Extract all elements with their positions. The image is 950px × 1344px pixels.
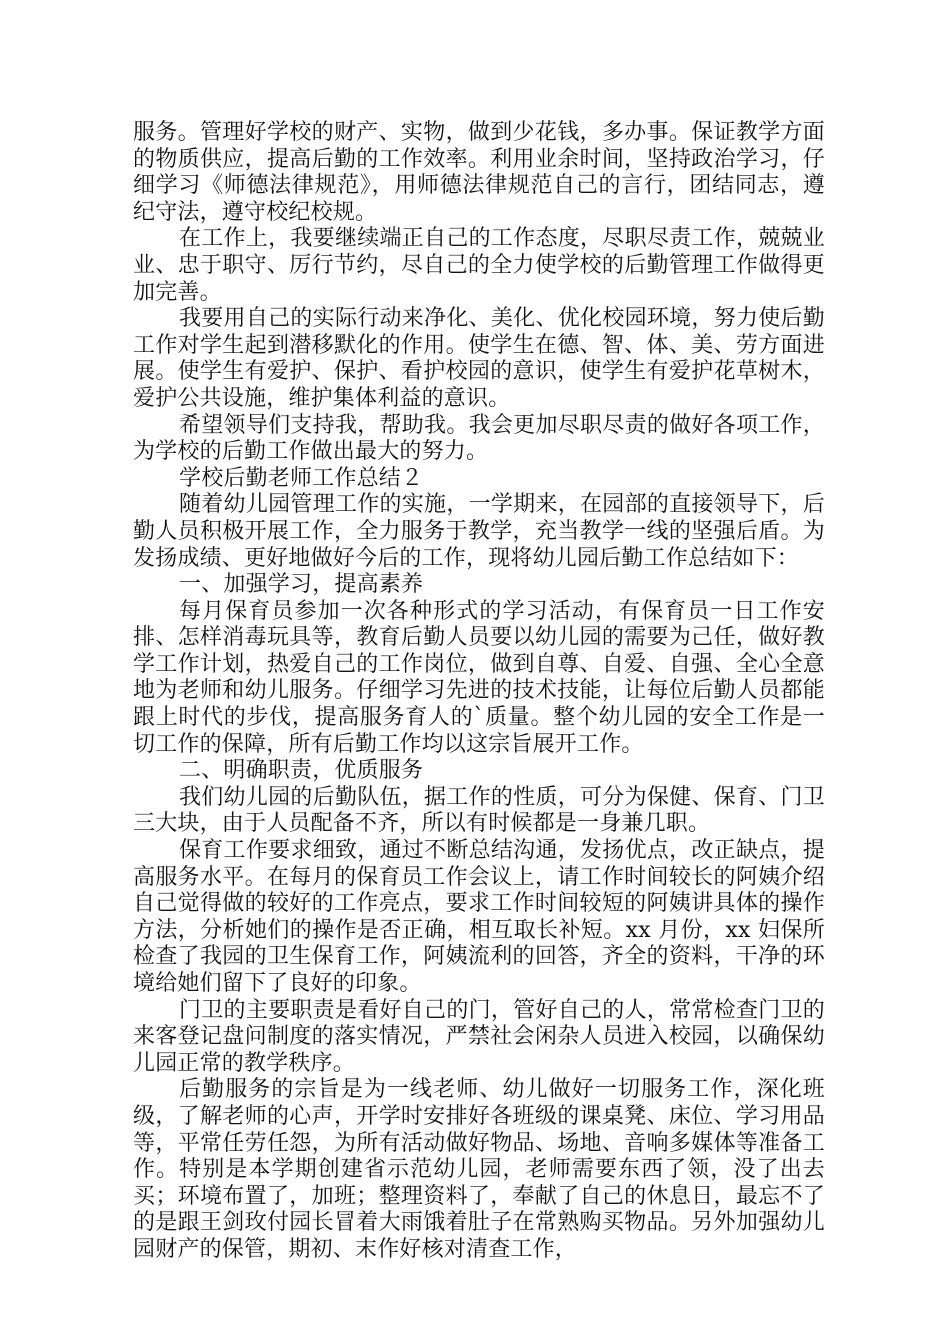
paragraph-4: 希望领导们支持我，帮助我。我会更加尽职尽责的做好各项工作，为学校的后勤工作做出最大的努力。 <box>133 412 825 465</box>
paragraph-3: 我要用自己的实际行动来净化、美化、优化校园环境，努力使后勤工作对学生起到潜移默化的作用。使学生在德、智、体、美、劳方面进展。使学生有爱护、保护、看护校园的意识，使学生有爱护花草树木，爱护公共设施，维护集体利益的意识。 <box>133 306 825 411</box>
paragraph-5: 随着幼儿园管理工作的实施，一学期来，在园部的直接领导下，后勤人员积极开展工作，全力服务于教学，充当教学一线的坚强后盾。为发扬成绩、更好地做好今后的工作，现将幼儿园后勤工作总结如下： <box>133 492 825 571</box>
paragraph-1: 服务。管理好学校的财产、实物，做到少花钱，多办事。保证教学方面的物质供应，提高后勤的工作效率。利用业余时间，坚持政治学习，仔细学习《师德法律规范》，用师德法律规范自己的言行，团结同志，遵纪守法，遵守校纪校规。 <box>133 120 825 225</box>
paragraph-9: 门卫的主要职责是看好自己的门，管好自己的人，常常检查门卫的来客登记盘问制度的落实情况，严禁社会闲杂人员进入校园，以确保幼儿园正常的教学秩序。 <box>133 997 825 1076</box>
paragraph-7: 我们幼儿园的后勤队伍，据工作的性质，可分为保健、保育、门卫三大块，由于人员配备不齐，所以有时候都是一身兼几职。 <box>133 784 825 837</box>
document-body <box>133 120 825 1264</box>
heading-2: 二、明确职责，优质服务 <box>179 758 424 784</box>
paragraph-6: 每月保育员参加一次各种形式的学习活动，有保育员一日工作安排、怎样消毒玩具等，教育后勤人员要以幼儿园的需要为己任，做好教学工作计划，热爱自己的工作岗位，做到自尊、自爱、自强、全心全意地为老师和幼儿服务。仔细学习先进的技术技能，让每位后勤人员都能跟上时代的步伐，提高服务育人的`质量。整个幼儿园的安全工作是一切工作的保障，所有后勤工作均以这宗旨展开工作。 <box>133 598 825 757</box>
heading-1: 一、加强学习，提高素养 <box>179 572 424 598</box>
paragraph-2: 在工作上，我要继续端正自己的工作态度，尽职尽责工作，兢兢业业、忠于职守、厉行节约，尽自己的全力使学校的后勤管理工作做得更加完善。 <box>133 226 825 305</box>
paragraph-8: 保育工作要求细致，通过不断总结沟通，发扬优点，改正缺点，提高服务水平。在每月的保育员工作会议上，请工作时间较长的阿姨介绍自己觉得做的较好的工作亮点，要求工作时间较短的阿姨讲具体的操作方法，分析她们的操作是否正确，相互取长补短。xx 月份，xx 妇保所检查了我园的卫生保育工作，阿姨流利的回答，齐全的资料，干净的环境给她们留下了良好的印象。 <box>133 838 825 996</box>
section-title: 学校后勤老师工作总结２ <box>179 465 424 491</box>
paragraph-10: 后勤服务的宗旨是为一线老师、幼儿做好一切服务工作，深化班级，了解老师的心声，开学时安排好各班级的课桌凳、床位、学习用品等，平常任劳任怨，为所有活动做好物品、场地、音响多媒体等准备工作。特别是本学期创建省示范幼儿园，老师需要东西了领，没了出去买；环境布置了，加班；整理资料了，奉献了自己的休息日，最忘不了的是跟王剑玫付园长冒着大雨饿着肚子在常熟购买物品。另外加强幼儿园财产的保管，期初、末作好核对清查工作， <box>133 1077 825 1262</box>
